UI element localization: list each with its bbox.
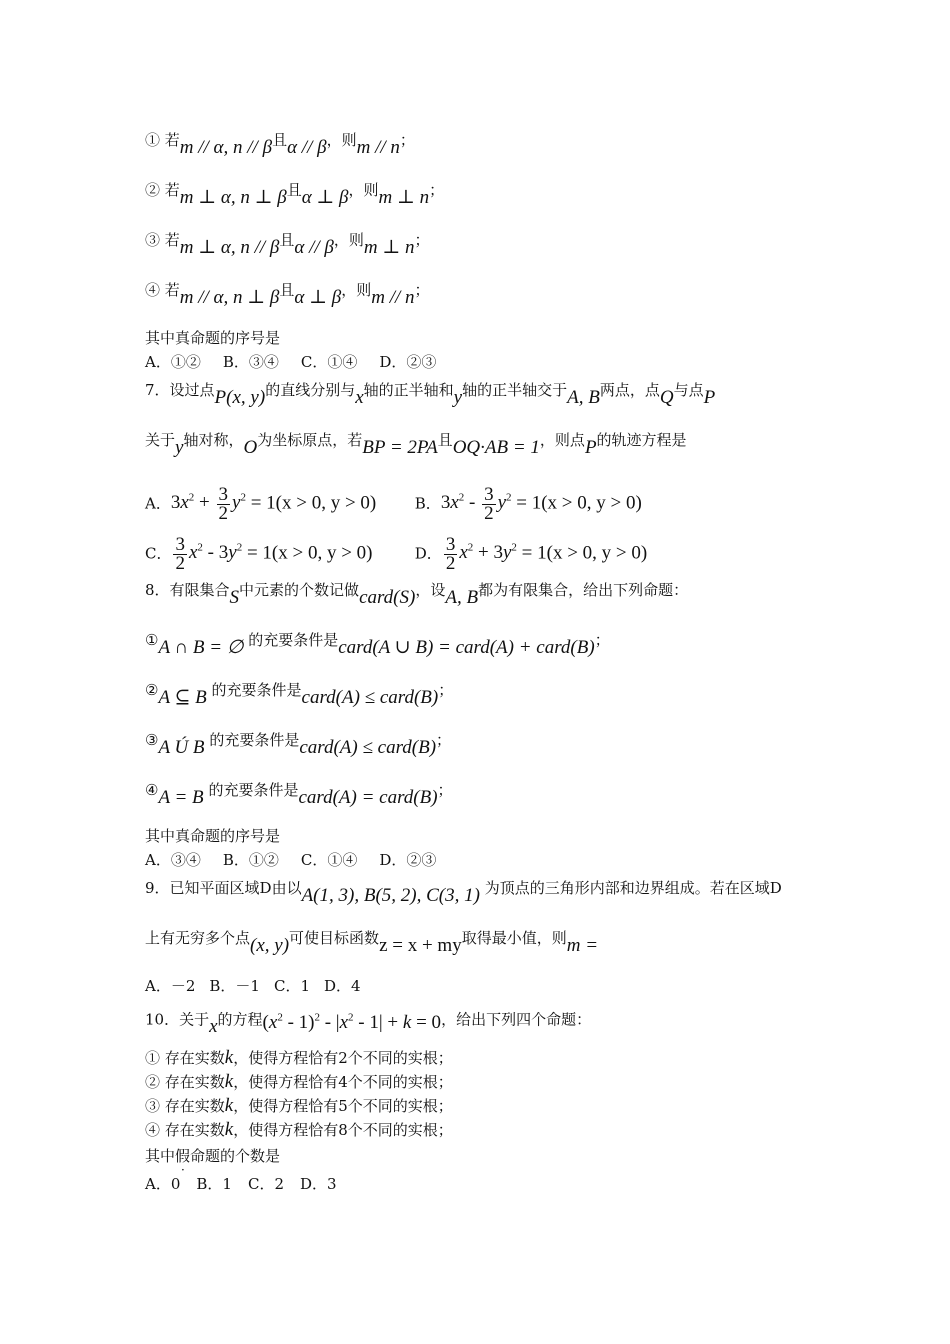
q8-statement-3: ③A Ú B 的充要条件是card(A) ≤ card(B)； — [145, 731, 452, 758]
q9-option-d: D．4 — [324, 977, 361, 995]
q6-options — [145, 352, 458, 372]
q10-option-b: B．1 — [196, 1175, 232, 1193]
q9-option-a: A．－2 — [145, 977, 196, 995]
q7-option-c: C． $\frac{3}{2}$ $x^2 - 3y^2 = 1(x > 0$, y > 0) — [145, 533, 373, 574]
q10-option-d: D．3 — [300, 1175, 337, 1193]
q6-statement-1: ① 若m // α, n // β且α // β，则m // n； — [145, 131, 415, 158]
q7-options-ab — [145, 476, 642, 525]
emphasis-dot: 假 — [175, 1147, 191, 1165]
q8-statement-2: ②A ⊆ B 的充要条件是card(A) ≤ card(B)； — [145, 681, 454, 708]
q9-option-b: B．－1 — [209, 977, 260, 995]
q6-statement-3: ③ 若m ⊥ α, n // β且α // β，则m ⊥ n； — [145, 231, 430, 258]
q8-option-d: D．②③ — [379, 851, 437, 869]
q10-ask: 其中假命题的个数是 — [145, 1147, 281, 1165]
q8-option-c: C．①④ — [300, 851, 358, 869]
q7-line-1: 7．设过点P(x, y)的直线分别与x轴的正半轴和y轴的正半轴交于A, B两点，点Q与点P — [145, 381, 716, 408]
q9-option-c: C．1 — [273, 977, 310, 995]
q10-options — [145, 1174, 359, 1194]
q7-options-cd — [145, 526, 647, 575]
q7-option-a: A．$3x^2$ + $\frac{3}{2}$ $y^2 = 1(x > 0$, y > 0) — [145, 483, 377, 524]
q8-option-b: B．①② — [222, 851, 279, 869]
q6-option-d: D．②③ — [379, 353, 437, 371]
q8-options — [145, 850, 458, 870]
q10-option-c: C．2 — [247, 1175, 284, 1193]
q6-ask: 其中真命题的序号是 — [145, 329, 281, 347]
q7-line-2: 关于y轴对称，O为坐标原点，若BP = 2PA且OQ·AB = 1，则点P的轨迹方程是 — [145, 431, 687, 458]
q10-item-4: ④ 存在实数k，使得方程恰有8个不同的实根； — [145, 1119, 453, 1140]
q6-statement-4: ④ 若m // α, n ⊥ β且α ⊥ β，则m // n； — [145, 281, 430, 308]
q7-option-d: D． $\frac{3}{2}$ $x^2 + 3y^2 = 1(x > 0$, y > 0) — [414, 533, 648, 574]
q8-statement-4: ④A = B 的充要条件是card(A) = card(B)； — [145, 781, 453, 808]
q9-options — [145, 976, 383, 996]
q8-line-1: 8．有限集合S中元素的个数记做card(S)，设A, B都为有限集合，给出下列命题： — [145, 581, 689, 608]
q6-statement-2: ② 若m ⊥ α, n ⊥ β且α ⊥ β，则m ⊥ n； — [145, 181, 445, 208]
q6-option-c: C．①④ — [300, 353, 358, 371]
q7-option-b: B．$3x^2$ - $\frac{3}{2}$ $y^2 = 1(x > 0$, y > 0) — [414, 483, 642, 524]
q8-statement-1: ①A ∩ B = ∅ 的充要条件是card(A ∪ B) = card(A) + card(B)； — [145, 631, 610, 658]
q10-item-2: ② 存在实数k，使得方程恰有4个不同的实根； — [145, 1071, 453, 1092]
q9-line-2: 上有无穷多个点(x, y)可使目标函数z = x + my取得最小值，则m = — [145, 929, 599, 956]
q6-option-b: B．③④ — [222, 353, 279, 371]
q6-option-a: A．①② — [145, 353, 201, 371]
q10-line-1: 10．关于x的方程$(x^2 - 1)^2 - |x^2 - 1| + k = 0$，给出下列四个命题： — [145, 1010, 592, 1038]
q8-option-a: A．③④ — [145, 851, 201, 869]
q10-item-1: ① 存在实数k，使得方程恰有2个不同的实根； — [145, 1047, 453, 1068]
q10-item-3: ③ 存在实数k，使得方程恰有5个不同的实根； — [145, 1095, 453, 1116]
q9-line-1: 9．已知平面区域D由以A(1, 3), B(5, 2), C(3, 1) 为顶点的三角形内部和边界组成。若在区域D — [145, 879, 782, 906]
q8-ask: 其中真命题的序号是 — [145, 827, 281, 845]
q10-option-a: A．0 — [145, 1175, 181, 1193]
